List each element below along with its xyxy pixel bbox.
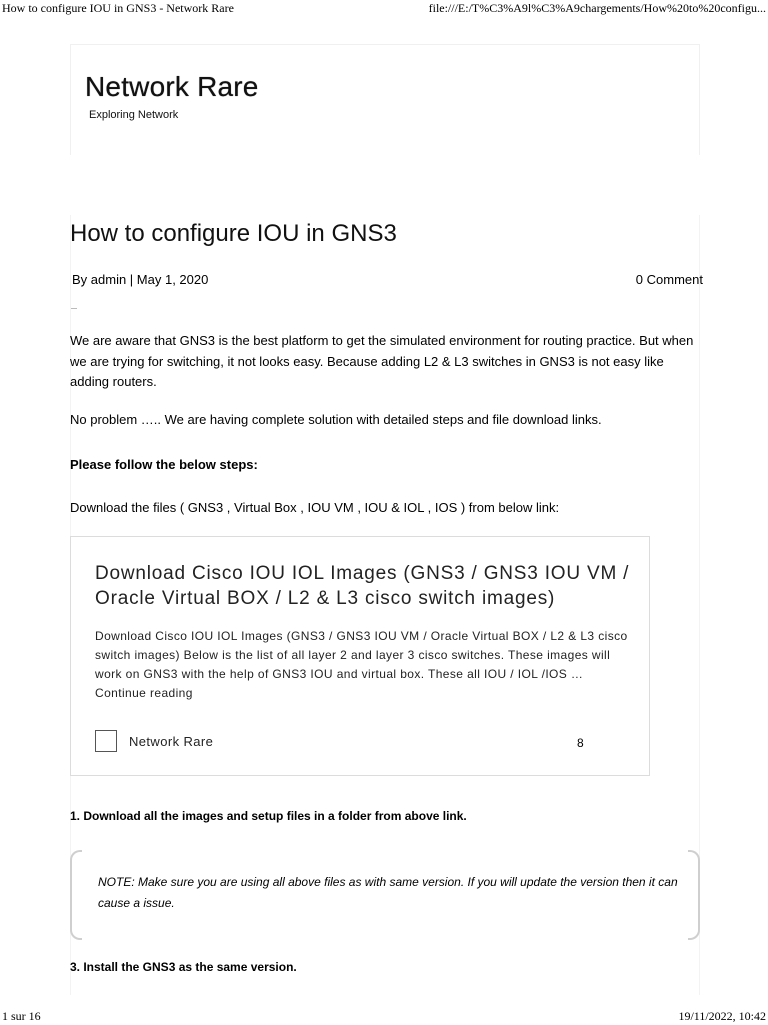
print-datetime: 19/11/2022, 10:42 (678, 1009, 766, 1023)
embed-excerpt: Download Cisco IOU IOL Images (GNS3 / GNS3 IOU VM / Oracle Virtual BOX / L2 & L3 cisco switch images) Below is the list of all layer 2 and layer 3 cisco switches. These images will work on GNS3 with the help of GNS3 IOU and virtual box. These all IOU / IOL /IOS … Continue reading (95, 629, 628, 700)
step-1: 1. Download all the images and setup files in a folder from above link. (70, 809, 467, 823)
comment-count-link[interactable]: 0 Comment (635, 272, 703, 287)
site-tagline: Exploring Network (89, 109, 179, 121)
steps-heading: Please follow the below steps: (70, 457, 258, 472)
note-blockquote (70, 850, 700, 938)
divider (71, 308, 77, 309)
print-page-title: How to configure IOU in GNS3 - Network Rare (2, 1, 234, 15)
site-header (70, 44, 700, 155)
quote-bracket-right (688, 850, 700, 940)
embed-comment-count: 8 (577, 736, 584, 750)
embed-title-link[interactable]: Download Cisco IOU IOL Images (GNS3 / GNS3 IOU VM / Oracle Virtual BOX / L2 & L3 cisco switch images) (95, 563, 630, 609)
intro-paragraph: We are aware that GNS3 is the best platform to get the simulated environment for routing practice. But when we are trying for switching, it not looks easy. Because adding L2 & L3 switches in GNS3 is not easy like adding routers. (70, 333, 694, 389)
note-text: NOTE: Make sure you are using all above files as with same version. If you will update the version then it can cause a issue. (98, 875, 678, 910)
post-meta: By admin | May 1, 2020 (72, 272, 209, 287)
post-title: How to configure IOU in GNS3 (70, 220, 397, 247)
print-footer (0, 1009, 768, 1025)
step-3: 3. Install the GNS3 as the same version. (70, 960, 297, 974)
print-page-number: 1 sur 16 (2, 1009, 41, 1023)
download-paragraph: Download the files ( GNS3 , Virtual Box , IOU VM , IOU & IOL , IOS ) from below link: (70, 500, 560, 515)
print-page-url: file:///E:/T%C3%A9l%C3%A9chargements/How%20to%20configu... (428, 1, 766, 15)
solution-paragraph: No problem ….. We are having complete solution with detailed steps and file download links. (70, 412, 602, 427)
embed-site-name[interactable]: Network Rare (129, 734, 214, 749)
site-icon (95, 730, 117, 752)
print-header (0, 1, 768, 17)
site-title[interactable]: Network Rare (85, 71, 259, 102)
embedded-post-card[interactable] (70, 536, 650, 776)
quote-bracket-left (70, 850, 82, 940)
